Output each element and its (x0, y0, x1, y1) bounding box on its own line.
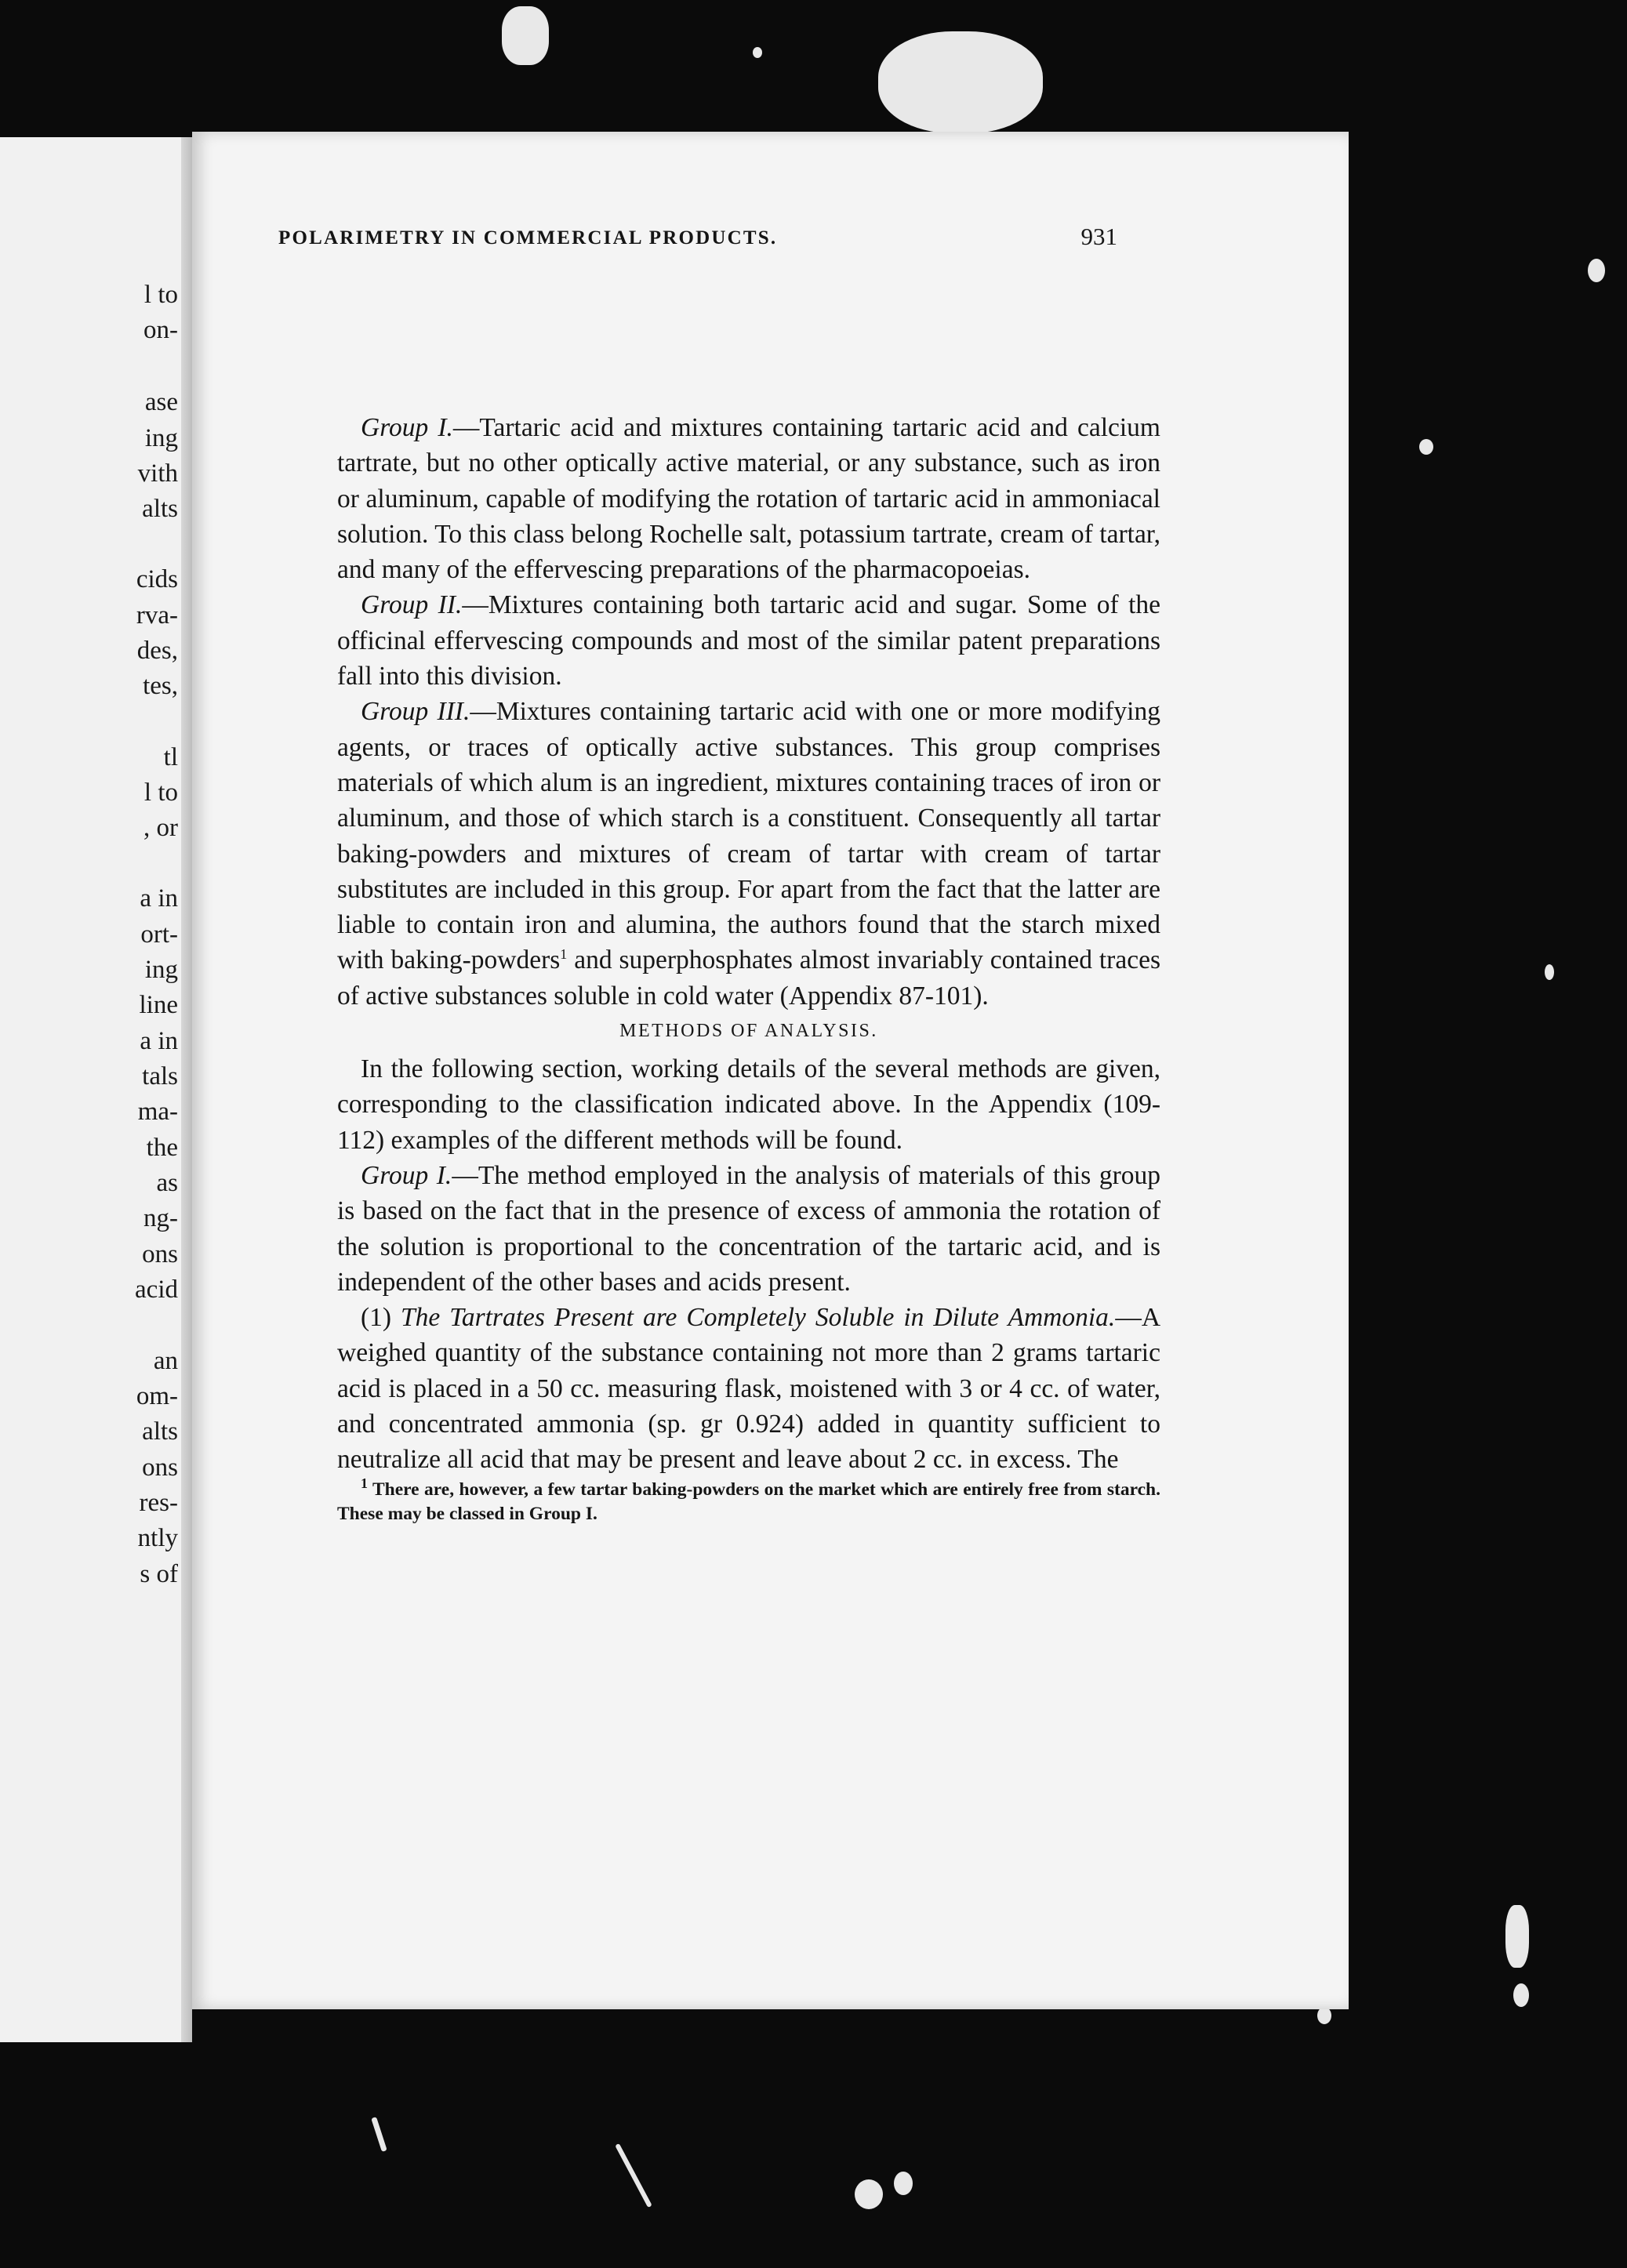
left-page-line-fragment: acid (135, 1276, 178, 1304)
left-page-line-fragment: a in (140, 884, 178, 913)
paragraph-text: —The method employed in the analysis of materials of this group is based on the fact that in the presence of excess of ammonia the rotation of the solution is proportional to the concentration of the tartaric acid, and is independent of the other bases and acids present. (337, 1160, 1160, 1297)
left-page (0, 137, 192, 2042)
subsection-label: The Tartrates Present are Completely Soluble in Dilute Ammonia. (401, 1303, 1116, 1333)
scan-speck (502, 6, 549, 65)
scan-speck (894, 2172, 913, 2195)
scan-speck (1505, 1905, 1529, 1968)
footnote-text: There are, however, a few tartar baking-powders on the market which are entirely free from starch. These may be classed in Group I. (337, 1479, 1160, 1524)
left-page-line-fragment: as (156, 1169, 178, 1197)
group-label: Group II. (361, 590, 463, 620)
paragraph-methods-intro: In the following section, working details of the several methods are given, corresponding to the classification indicated above. In the Appendix (109-112) examples of the different methods will be found. (337, 1054, 1160, 1155)
paragraph-method-group-1 (337, 1158, 1160, 1300)
scan-speck (753, 47, 762, 58)
scan-speck (1588, 259, 1605, 282)
scan-speck (878, 31, 1043, 133)
subsection-number: (1) (361, 1303, 401, 1333)
paragraph-text: and superphosphates almost invariably contained traces of active substances soluble in cold water (Appendix 87-101). (337, 945, 1160, 1011)
left-page-line-fragment: ntly (137, 1524, 178, 1552)
left-page-line-fragment: om- (136, 1382, 178, 1410)
left-page-line-fragment: ing (144, 956, 178, 984)
scan-speck (1545, 964, 1554, 980)
left-page-line-fragment: vith (137, 459, 178, 488)
left-page-line-fragment: ng- (143, 1204, 178, 1232)
footnote-reference: 1 (560, 946, 568, 963)
left-page-line-fragment: the (146, 1134, 178, 1162)
group-label: Group I. (361, 413, 453, 442)
left-page-line-fragment: a in (140, 1027, 178, 1055)
page-number: 931 (1080, 223, 1117, 250)
text-area (192, 132, 1349, 2009)
left-page-line-fragment: an (153, 1347, 178, 1375)
left-page-line-fragment: l to (143, 281, 178, 309)
left-page-line-fragment: line (139, 991, 178, 1019)
left-page-line-fragment: s of (140, 1560, 178, 1588)
left-page-line-fragment: des, (136, 637, 178, 665)
section-heading: METHODS OF ANALYSIS. (619, 1021, 878, 1042)
footnote-mark: 1 (361, 1475, 368, 1491)
paragraph-text: —Mixtures containing both tartaric acid and sugar. Some of the officinal effervescing compounds and most of the similar patent preparations fall into this division. (337, 590, 1160, 691)
left-page-line-fragment: ing (144, 424, 178, 452)
paragraph-subsection-1 (337, 1300, 1160, 1477)
group-label: Group III. (361, 697, 470, 727)
paragraph-text: —Tartaric acid and mixtures containing tartaric acid and calcium tartrate, but no other optically active material, or any substance, such as iron or aluminum, capable of modifying the rotation of tartaric acid in ammoniacal solution. To this class belong Rochelle salt, potassium tartrate, cream of tartar, and many of the effervescing preparations of the pharmacopoeias. (337, 413, 1160, 585)
footnote (337, 1475, 1160, 1526)
left-page-line-fragment: ase (144, 388, 178, 416)
paragraph-text: —A weighed quantity of the substance containing not more than 2 grams tartaric acid is placed in a 50 cc. measuring flask, moistened with 3 or 4 cc. of water, and concentrated ammonia (sp. gr 0.924) added in quantity sufficient to neutralize all acid that may be present and leave about 2 cc. in excess. The (337, 1303, 1161, 1475)
scan-speck (1317, 2007, 1331, 2024)
paragraph-group-2 (337, 587, 1160, 694)
body-text (337, 410, 1160, 1526)
left-page-line-fragment: ons (142, 1240, 178, 1268)
left-page-line-fragment: , or (143, 814, 178, 842)
left-page-line-fragment: rva- (136, 601, 178, 630)
left-page-line-fragment: tes, (143, 672, 178, 700)
left-page-line-fragment: tl (163, 743, 178, 771)
left-page-line-fragment: alts (142, 495, 178, 523)
scan-speck (1513, 1983, 1529, 2007)
left-page-line-fragment: alts (142, 1417, 178, 1446)
scan-speck (615, 2143, 652, 2208)
left-page-line-fragment: tals (142, 1062, 178, 1090)
left-page-line-fragment: ort- (140, 920, 178, 949)
scan-speck (855, 2179, 883, 2209)
page-gutter (181, 137, 192, 2042)
running-title: POLARIMETRY IN COMMERCIAL PRODUCTS. (278, 227, 778, 249)
group-label: Group I. (361, 1160, 452, 1190)
scan-speck (1419, 439, 1433, 455)
left-page-line-fragment: ma- (137, 1098, 178, 1126)
left-page-line-fragment: cids (136, 565, 178, 593)
left-page-line-fragment: l to (143, 778, 178, 807)
paragraph-group-3 (337, 694, 1160, 1014)
left-page-line-fragment: ons (142, 1453, 178, 1482)
paragraph-text: —Mixtures containing tartaric acid with one or more modifying agents, or traces of optically active substances. This group comprises materials of which alum is an ingredient, mixtures containing traces of iron or aluminum, and those of which starch is a constituent. Consequently all tartar baking-powders and mixtures of cream of tartar with cream of tartar substitutes are included in this group. For apart from the fact that the latter are liable to contain iron and alumina, the authors found that the starch mixed with baking-powders (337, 697, 1160, 975)
left-page-line-fragment: on- (143, 316, 178, 344)
paragraph-group-1 (337, 410, 1160, 587)
left-page-line-fragment: res- (139, 1489, 178, 1517)
scan-speck (371, 2117, 387, 2152)
